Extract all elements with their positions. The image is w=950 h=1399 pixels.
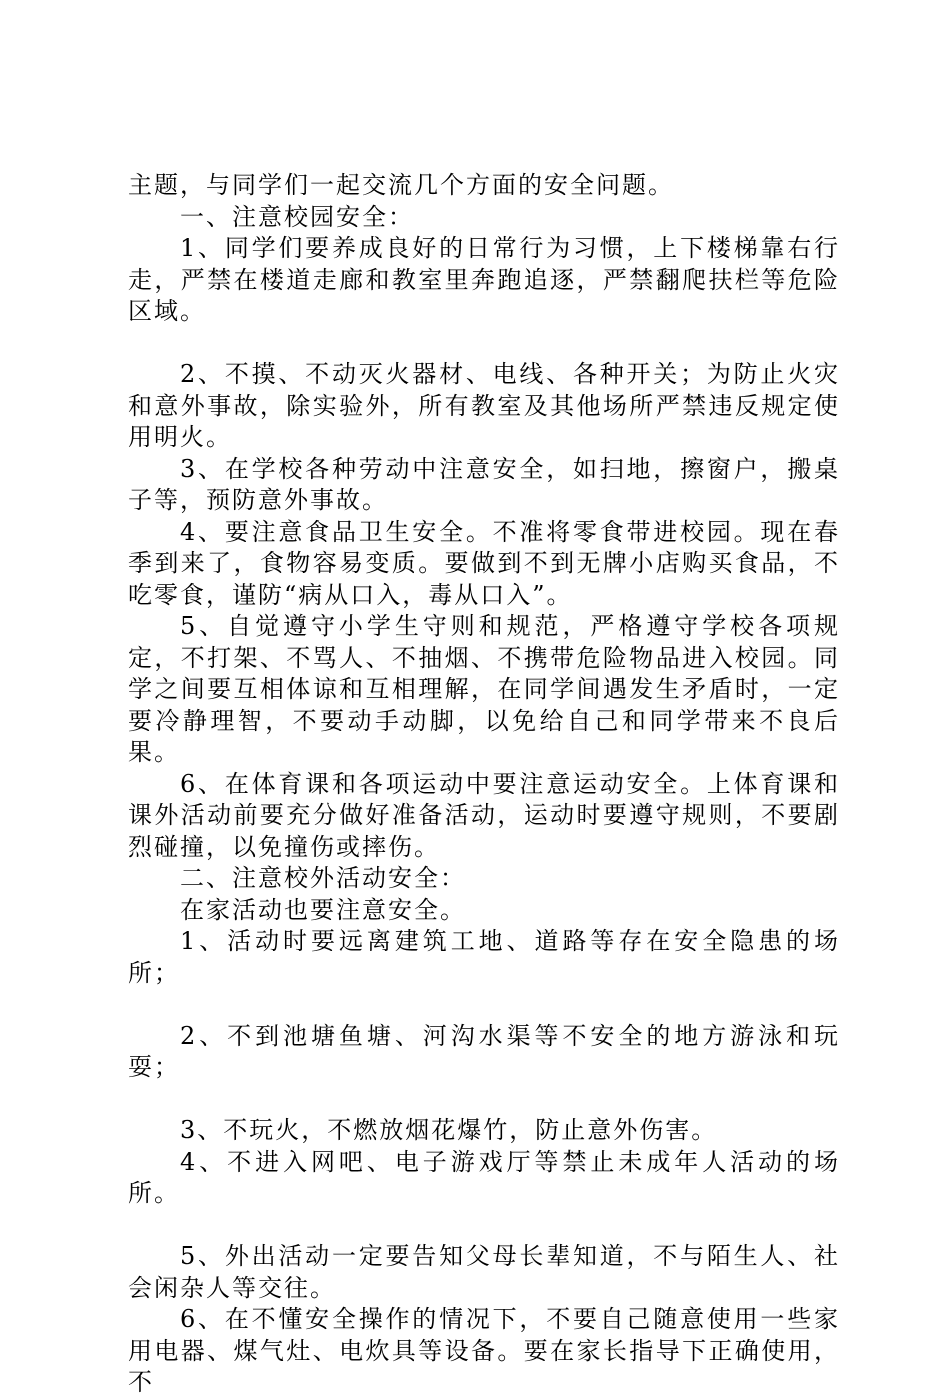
paragraph-outside-3: 3、不玩火，不燃放烟花爆竹，防止意外伤害。: [180, 1116, 718, 1144]
paragraph-campus-4: 4、要注意食品卫生安全。不准将零食带进校园。现在春季到来了，食物容易变质。要做到不到无牌小店购买食品，不吃零食，谨防“病从口入，毒从口入”。: [128, 517, 840, 609]
document-body: [128, 170, 840, 1399]
paragraph-campus-1: 1、同学们要养成良好的日常行为习惯，上下楼梯靠右行走，严禁在楼道走廊和教室里奔跑追逐，严禁翻爬扶栏等危险区域。: [128, 234, 840, 325]
paragraph-outside-5: 5、外出活动一定要告知父母长辈知道，不与陌生人、社会闲杂人等交往。: [128, 1242, 840, 1302]
paragraph-intro: 主题，与同学们一起交流几个方面的安全问题。: [128, 171, 674, 199]
paragraph-gap: [128, 328, 840, 360]
paragraph-outside-2: 2、不到池塘鱼塘、河沟水渠等不安全的地方游泳和玩耍；: [128, 1021, 840, 1081]
paragraph-campus-2: 2、不摸、不动灭火器材、电线、各种开关；为防止火灾和意外事故，除实验外，所有教室及其他场所严禁违反规定使用明火。: [128, 360, 840, 451]
paragraph-outside-1: 1、活动时要远离建筑工地、道路等存在安全隐患的场所；: [128, 927, 840, 987]
paragraph-home-note: 在家活动也要注意安全。: [180, 895, 466, 924]
heading-campus-safety: 一、注意校园安全：: [180, 202, 414, 231]
paragraph-gap: [128, 989, 840, 1021]
paragraph-outside-6: 6、在不懂安全操作的情况下，不要自己随意使用一些家用电器、煤气灶、电炊具等设备。要在家长指导下正确使用，不: [128, 1305, 840, 1396]
paragraph-gap: [128, 1084, 840, 1116]
paragraph-campus-5: 5、自觉遵守小学生守则和规范，严格遵守学校各项规定，不打架、不骂人、不抽烟、不携带危险物品进入校园。同学之间要互相体谅和互相理解，在同学间遇发生矛盾时，一定要冷静理智，不要动手动脚，以免给自己和同学带来不良后果。: [128, 612, 840, 766]
paragraph-campus-6: 6、在体育课和各项运动中要注意运动安全。上体育课和课外活动前要充分做好准备活动，运动时要遵守规则，不要剧烈碰撞，以免撞伤或摔伤。: [128, 769, 840, 861]
paragraph-outside-4: 4、不进入网吧、电子游戏厅等禁止未成年人活动的场所。: [128, 1147, 840, 1207]
heading-outside-safety: 二、注意校外活动安全：: [180, 864, 466, 892]
paragraph-gap: [128, 1210, 840, 1242]
paragraph-campus-3: 3、在学校各种劳动中注意安全，如扫地，擦窗户，搬桌子等，预防意外事故。: [128, 454, 840, 514]
